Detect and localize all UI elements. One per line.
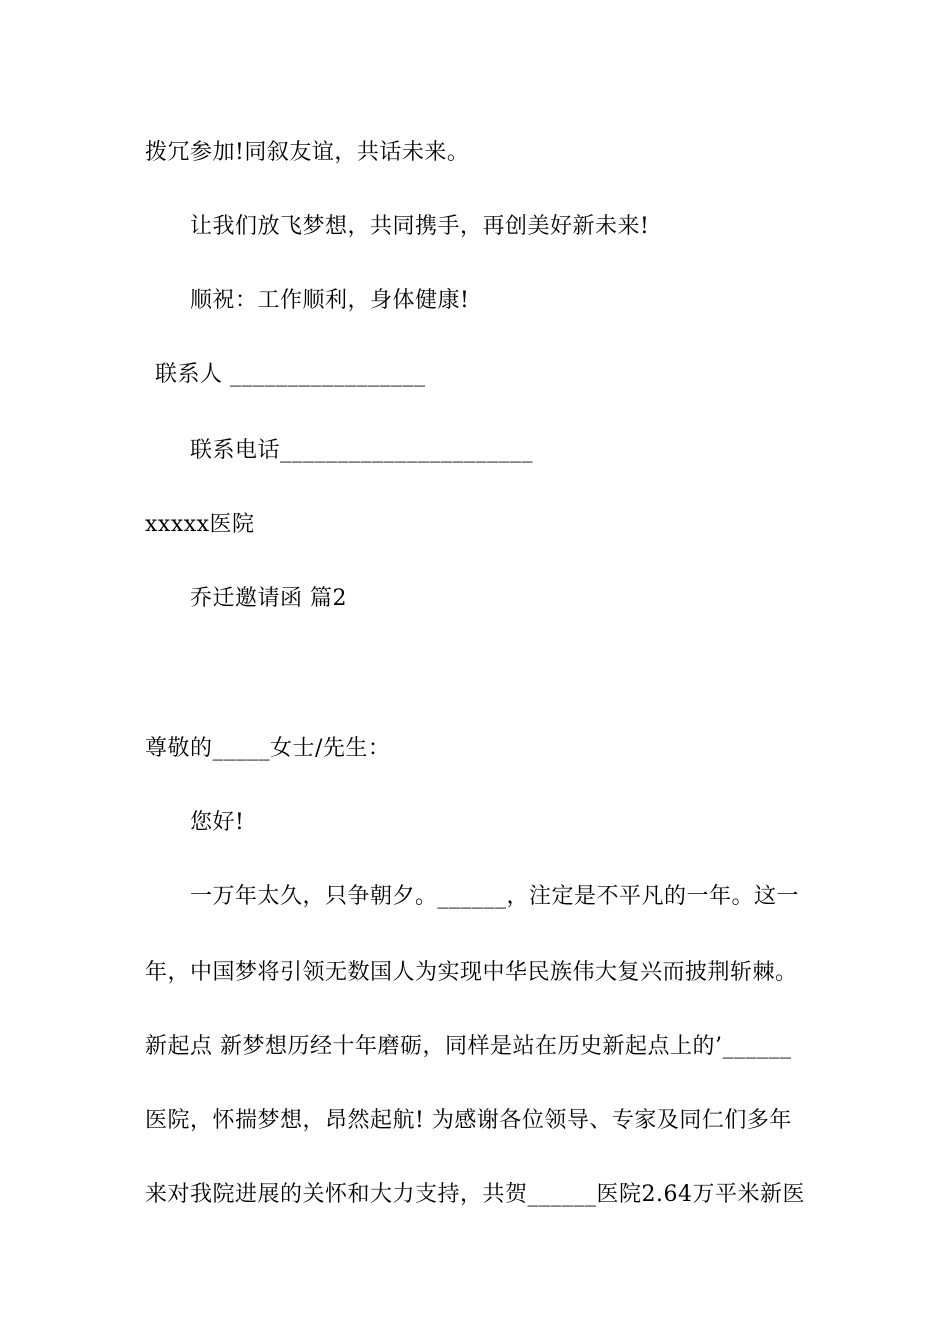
text-line-2: 让我们放飞梦想，共同携手，再创美好新未来! <box>190 214 650 239</box>
text-line-3: 顺祝：工作顺利，身体健康! <box>190 288 470 313</box>
greeting: 您好! <box>190 810 245 835</box>
text-line-11: 年，中国梦将引领无数国人为实现中华民族伟大复兴而披荆斩棘。 <box>145 960 798 985</box>
text-line-14: 来对我院进展的关怀和大力支持，共贺______医院2.64万平米新医 <box>145 1182 805 1207</box>
text-line-13: 医院，怀揣梦想，昂然起航! 为感谢各位领导、专家及同仁们多年 <box>145 1108 792 1133</box>
salutation: 尊敬的_____女士/先生： <box>145 736 391 761</box>
text-line-1: 拨冗参加!同叙友谊，共话未来。 <box>145 140 470 165</box>
section-heading: 乔迁邀请函 篇2 <box>190 586 347 611</box>
hospital-name: xxxxx医院 <box>145 512 255 537</box>
contact-phone-line: 联系电话______________________ <box>190 438 534 463</box>
contact-person-line: 联系人 _________________ <box>155 362 426 387</box>
text-line-12: 新起点 新梦想历经十年磨砺，同样是站在历史新起点上的’______ <box>145 1034 792 1059</box>
text-line-10: 一万年太久，只争朝夕。______，注定是不平凡的一年。这一 <box>190 884 800 909</box>
